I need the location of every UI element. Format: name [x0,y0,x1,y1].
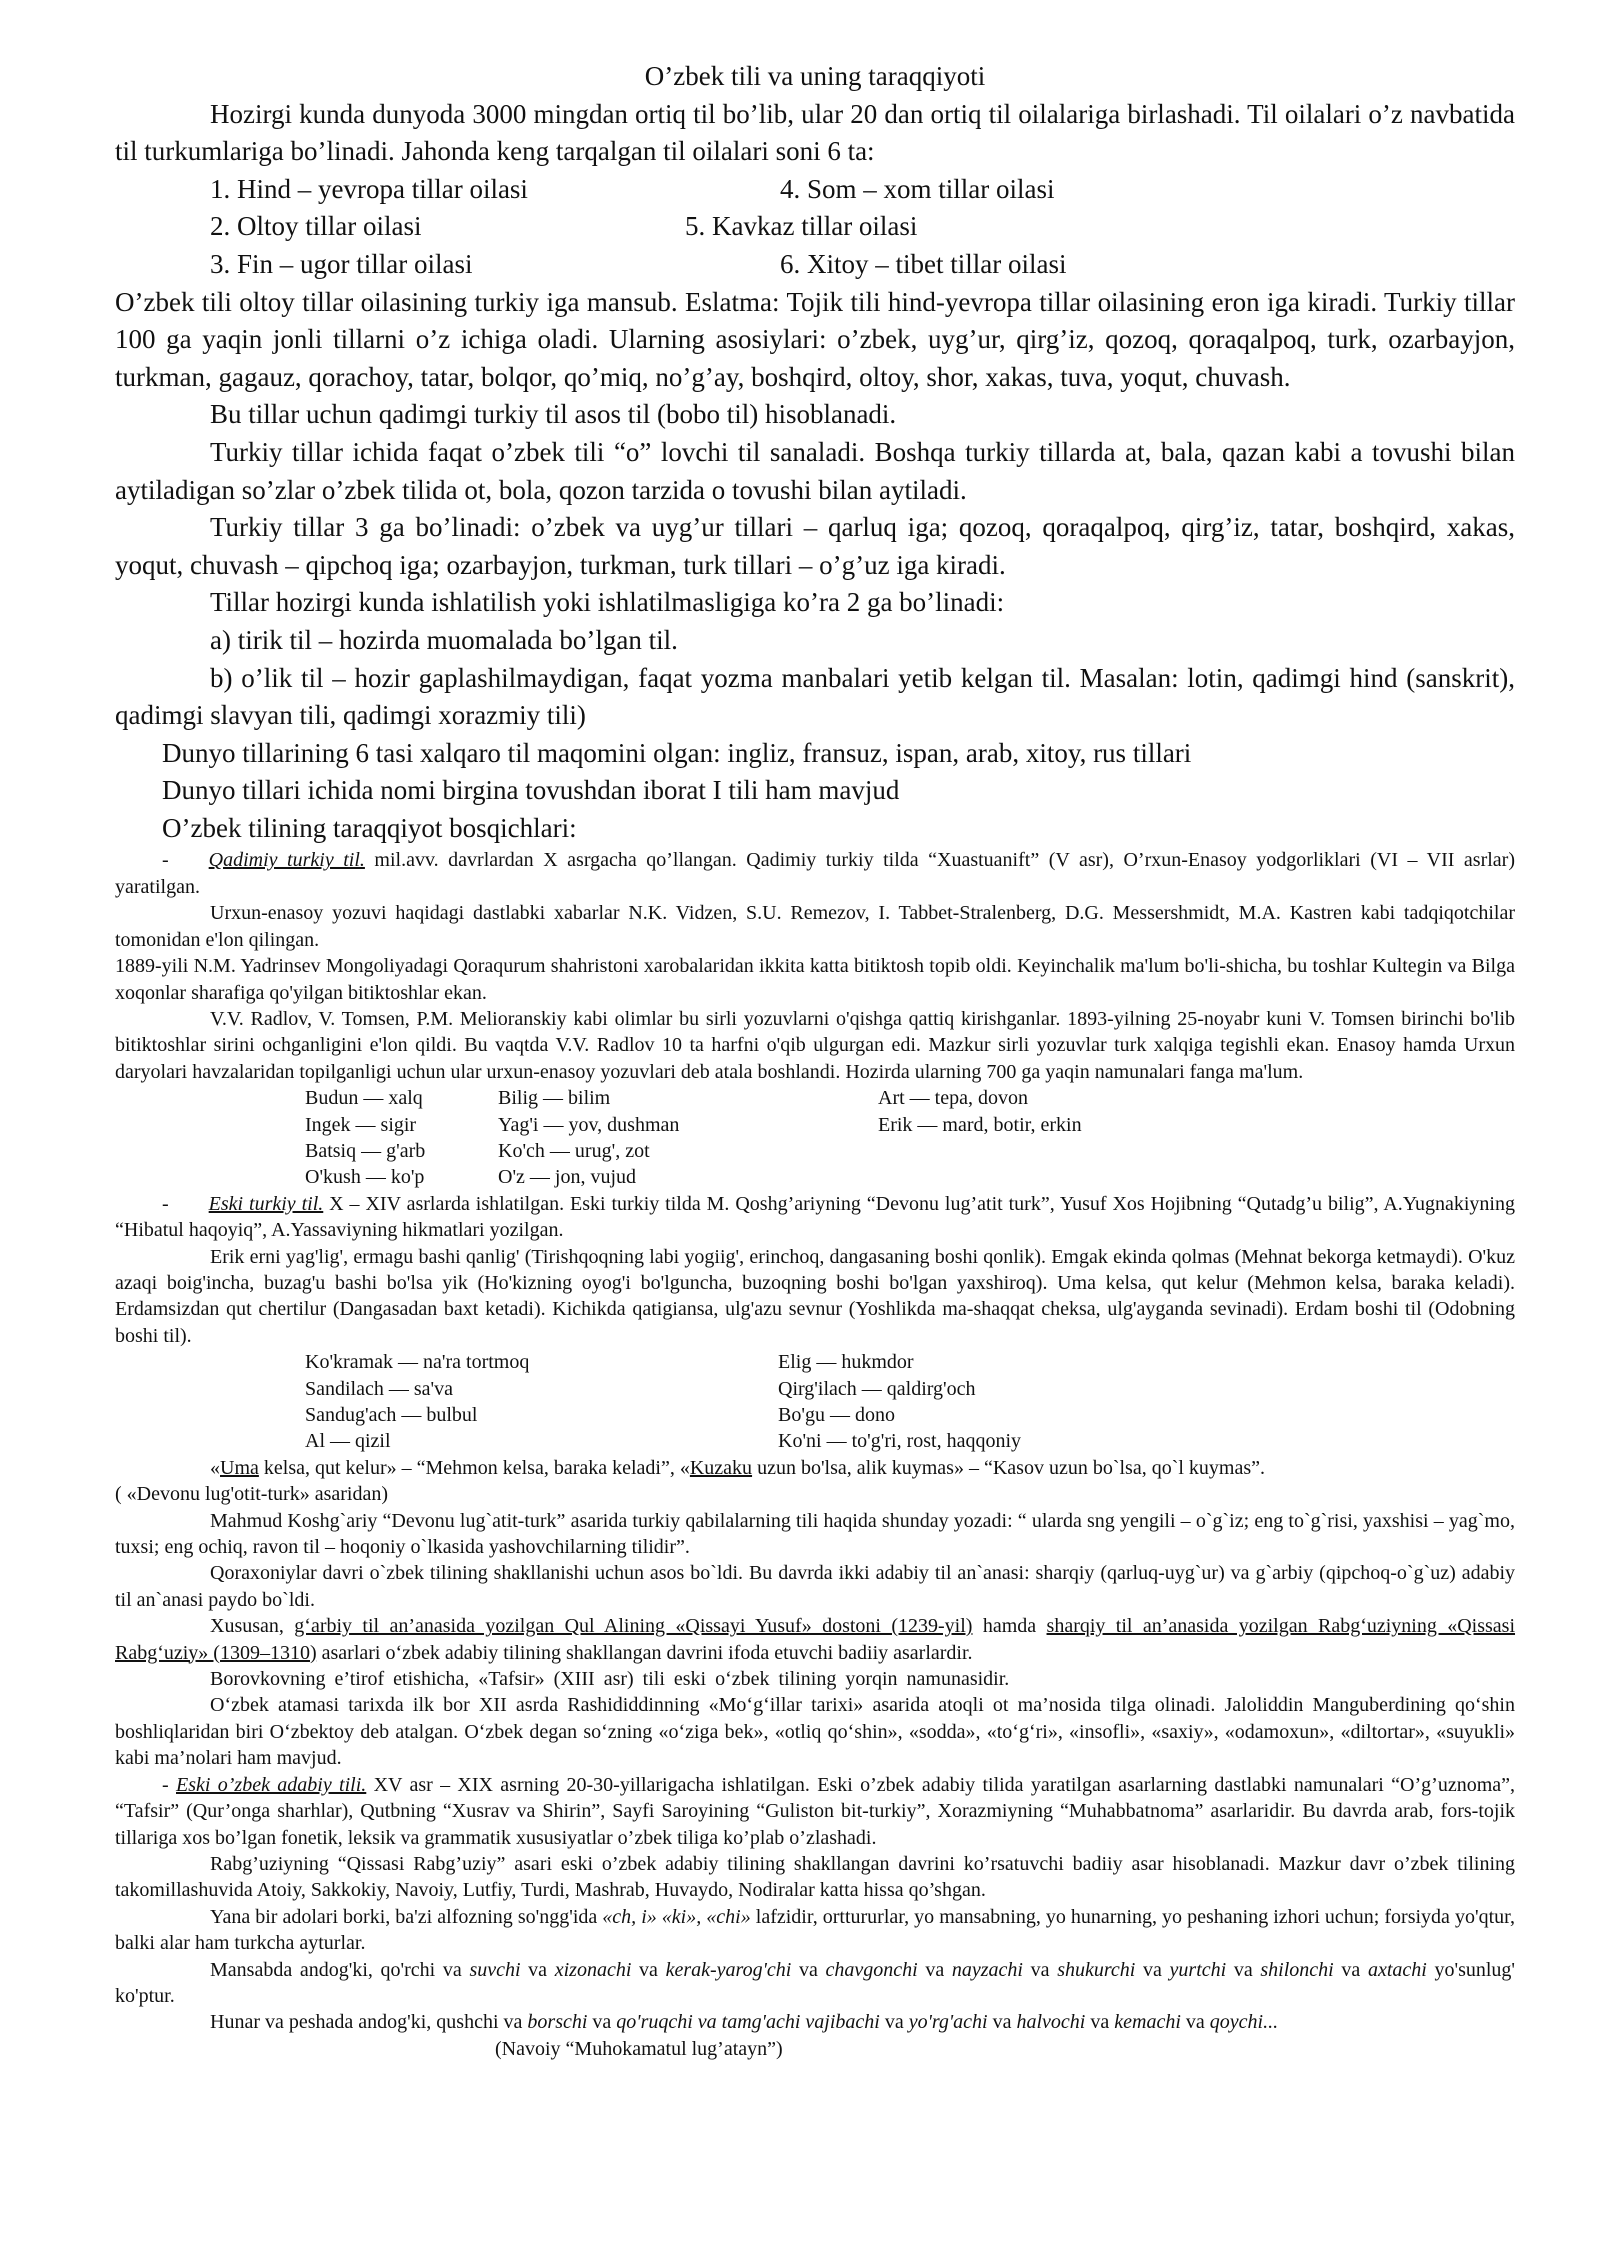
word-row [115,1085,1515,1111]
stages-section [115,847,1515,2062]
mansab-paragraph [115,1957,1515,2010]
family-item: 3. Fin – ugor tillar oilasi [210,248,473,279]
intro-paragraph: Hozirgi kunda dunyoda 3000 mingdan ortiq til bo’lib, ular 20 dan ortiq til oilalariga birlashadi. Til oilalari o’z navbatida til turkumlariga bo’linadi. Jahonda keng tarqalgan til oilalari soni 6 ta: [115,98,1515,167]
stage-description: X – XIV asrlarda ishlatilgan. Eski turkiy tilda M. Qoshg’ariyning “Devonu lug’atit turk”, Yusuf Xos Hojibning “Qutadg’u bilig”, A.Yugnakiyning “Hibatul haqoyiq”, A.Yassaviyning hikmatlari yozilgan. [115,1192,1515,1242]
dead-language-item: b) o’lik til – hozir gaplashilmaydigan, faqat yozma manbalari yetib kelgan til. Masalan: lotin, qadimgi hind (sanskrit), qadimgi slavyan tili, qadimgi xorazmiy tili) [115,662,1515,731]
borovkov-paragraph: Borovkovning e’tirof etishicha, «Tafsir» (XIII asr) tili eski o‘zbek tilining yorqin namunasidir. [210,1668,1010,1691]
word-item: Budun — xalq [305,1087,423,1110]
italic-text: «ch, i» «ki», «chi» [602,1905,751,1928]
paragraph-text: va [1135,1958,1170,1981]
italic-word: chavgonchi [825,1958,918,1981]
word-row [115,1112,1515,1138]
underlined-text: sharqiy til an’anasida yozilgan Rabg‘uziyning «Qissasi Rabg‘uziy» (1309–1310) [115,1615,1516,1664]
list-dash: - [162,1192,169,1215]
word-row [115,1164,1515,1190]
family-item: 4. Som – xom tillar oilasi [780,173,1055,204]
italic-word: nayzachi [951,1958,1023,1981]
word-item: Ingek — sigir [305,1113,417,1136]
word-item: Bilig — bilim [498,1087,611,1110]
proverbs-paragraph: Erik erni yag'lig', ermagu bashi qanlig' (Tirishqoqning labi yogiig', erinchoq, dangasaning boshi qonlik). Emgak ekinda qolmas (Mehnat bekorga ketmaydi). O'kuz azaqi boig'incha, buzag'u bashi bo'lsa yik (Ho'kizning oyog'i bo'lguncha, buzoqning boshi bo'lgan yaxshiroq). Uma kelsa, qut kelur (Mehmon kelsa, baraka keladi). Erdamsizdan qut chertilur (Dangasadan baxt ketadi). Kichikda qatigiansa, ulg'azu sevnur (Yoshlikda ma-shaqqat cheksa, ulg'ayganda sevinadi). Erdam boshi til (Odobning boshi til). [115,1245,1515,1347]
paragraph-text: va [1226,1958,1261,1981]
uzbek-term-paragraph: O‘zbek atamasi tarixda ilk bor XII asrda Rashididdinning «Mo‘g‘illar tarixi» asarida atoqli ot ma’nosida tilga olinadi. Jaloliddin Manguberdining qo‘shin boshliqlaridan biri O‘zbektoy deb atalgan. O‘zbek degan so‘zning «o‘ziga bek», «otliq qo‘shin», «sodda», «to‘g‘ri», «insofli», «saxiy», «odamoxun», «diltortar», «suyukli» kabi ma’nolari ham mavjud. [115,1694,1515,1770]
italic-word: kemachi [1114,2011,1181,2034]
italic-word: yurtchi [1169,1958,1227,1981]
rabguziy-paragraph: Rabg’uziyning “Qissasi Rabg’uziy” asari eski o’zbek adabiy tilining shakllangan davrini ko’rsatuvchi badiiy asar hisoblanadi. Mazkur davr o’zbek tilining takomillashuvida Atoiy, Sakkokiy, Navoiy, Lutfiy, Turdi, Mashrab, Huvaydo, Nodiralar katta hissa qo’shgan. [115,1852,1515,1902]
quote-term: Uma [220,1456,259,1479]
family-item: 6. Xitoy – tibet tillar oilasi [780,248,1067,279]
main-section [115,58,1515,847]
paragraph-text: Xususan, [210,1615,295,1638]
family-item: 2. Oltoy tillar oilasi [210,211,422,242]
word-item: Sandug'ach — bulbul [305,1404,478,1426]
word-item: Ko'kramak — na'ra tortmoq [305,1351,530,1374]
quote-source: ( «Devonu lug'otit-turk» asaridan) [115,1483,388,1506]
quote-mark: « [210,1456,220,1479]
paragraph-text: Yana bir adolari borki, ba'zi alfozning so'ngg'ida [210,1905,603,1928]
word-item: Qirg'ilach — qaldirg'och [778,1377,976,1400]
quote-term: Kuzaku [689,1456,753,1479]
paragraph-text: va [1180,2011,1210,2034]
paragraph-text: Mansabda andog'ki, qo'rchi va [210,1958,470,1981]
word-item: Ko'ch — urug', zot [498,1139,650,1162]
word-row [115,1402,1515,1428]
i-language-paragraph: Dunyo tillari ichida nomi birgina tovushdan iborat I tili ham mavjud [162,775,900,806]
paragraph-text: lafzidir, orttururlar, yo mansabning, yo hunarning, yo peshaning izhori uchun; forsiyda yo'qtur, balki alar ham turkcha ayturlar. [115,1905,1515,1955]
stage-description: mil.avv. davrlardan X asrgacha qo’llangan. Qadimiy turkiy tilda “Xuastuanift” (V asr), O’rxun-Enasoy yodgorliklari (VI – VII asrlar) yaratilgan. [115,849,1515,898]
word-item: O'kush — ko'p [305,1166,425,1189]
word-item: Elig — hukmdor [778,1351,914,1374]
paragraph-text: va [917,1958,952,1981]
italic-word: axtachi [1367,1958,1427,1981]
word-item: Al — qizil [305,1430,391,1453]
word-item: Art — tepa, dovon [878,1087,1028,1110]
turkic-paragraph: O’zbek tili oltoy tillar oilasining turkiy iga mansub. Eslatma: Tojik tili hind-yevropa tillar oilasining eron iga kiradi. Turkiy tillar 100 ga yaqin jonli tillarni o’z ichiga oladi. Ularning asosiylari: o’zbek, uyg’ur, qirg’iz, qozoq, qoraqalpoq, turk, ozarbayjon, turkman, gagauz, qorachoy, tatar, bolqor, qo’miq, no’g’ay, boshqird, oltoy, shor, xakas, tuva, yoqut, chuvash. [115,286,1515,392]
quote-text: uzun bo'lsa, alik kuymas» – “Kasov uzun bo`lsa, qo`l kuymas”. [752,1456,1266,1479]
word-item: Bo'gu — dono [778,1404,895,1426]
italic-word: xizonachi [554,1958,632,1981]
paragraph-text: yo'sunlug' ko'ptur. [115,1958,1516,2007]
navoiy-source: (Navoiy “Muhokamatul lug’atayn”) [495,2037,783,2060]
paragraph-text: va [520,1958,555,1981]
paragraph-text: va [587,2011,617,2034]
qissa-paragraph [115,1613,1515,1666]
italic-word: yo'rg'achi [908,2011,988,2034]
word-item: Batsiq — g'arb [305,1139,426,1162]
stage-description: XV asr – XIX asrning 20-30-yillarigacha ishlatilgan. Eski o’zbek adabiy tilida yaratilgan asarlarning dastlabki namunalari “O’g’uznoma”, “Tafsir” (Qur’onga sharhlar), Qutbning “Xusrav va Shirin”, Sayfi Saroyining “Guliston bit-turkiy”, Xorazmiyning “Muhabbatnoma” asarlaridir. Bu davrda arab, fors-tojik tillariga xos bo’lgan fonetik, leksik va grammatik xususiyatlar o’zbek tiliga ko’plab o’zlashadi. [115,1773,1516,1849]
eski-turkiy-word-list [115,1349,1515,1455]
suffix-paragraph [115,1904,1515,1957]
paragraph-text: asarlari o‘zbek adabiy tilining shakllangan davrini ifoda etuvchi badiiy asarlardir. [316,1641,973,1664]
family-item: 5. Kavkaz tillar oilasi [685,211,918,242]
stage-old-turkic-2-paragraph [115,1191,1515,1244]
word-item: O'z — jon, vujud [498,1166,637,1189]
stage-term: Qadimiy turkiy til. [208,849,365,872]
italic-word: kerak-yarog'chi [665,1958,792,1981]
radlov-paragraph: V.V. Radlov, V. Tomsen, P.M. Melioranskiy kabi olimlar bu sirli yozuvlarni o'qishga qattiq kirishganlar. 1893-yilning 25-noyabr kuni V. Tomsen birinchi bo'lib bitiktoshlar sirini ochganligini e'lon qildi. Bu vaqtda V.V. Radlov 10 ta harfni o'qib ulgurgan edi. Mazkur sirli yozuvlar turk xalqiga tegishli ekan. Enasoy hamda Urxun daryolari havzalaridan topilganligi uchun ular urxun-enasoy yozuvlari deb atala boshlandi. Hozirda ularning 700 ga yaqin namunalari fanga ma'lum. [115,1007,1515,1083]
italic-word: qoychi... [1209,2011,1279,2034]
word-row [115,1349,1515,1375]
hunar-paragraph [115,2009,1515,2035]
international-languages-paragraph: Dunyo tillarining 6 tasi xalqaro til maqomini olgan: ingliz, fransuz, ispan, arab, xitoy, rus tillari [162,737,1192,768]
paragraph-text: va [1333,1958,1368,1981]
family-row [115,246,1515,284]
paragraph-text: va [987,2011,1017,2034]
paragraph-text: va [631,1958,666,1981]
living-dead-paragraph: Tillar hozirgi kunda ishlatilish yoki ishlatilmasligiga ko’ra 2 ga bo’linadi: [210,587,1005,618]
turkic-groups-paragraph: Turkiy tillar 3 ga bo’linadi: o’zbek va uyg’ur tillari – qarluq iga; qozoq, qoraqalpoq, qirg’iz, tatar, boshqird, xakas, yoqut, chuvash – qipchoq iga; ozarbayjon, turkman, turk tillari – o’g’uz iga kiradi. [115,512,1515,580]
word-row [115,1138,1515,1164]
base-language-paragraph: Bu tillar uchun qadimgi turkiy til asos til (bobo til) hisoblanadi. [210,399,897,430]
italic-word: halvochi [1016,2011,1086,2034]
word-row [115,1428,1515,1454]
devon-quote-paragraph [115,1455,1515,1481]
paragraph-text: va [1085,2011,1115,2034]
word-item: Erik — mard, botir, erkin [878,1113,1082,1136]
stages-heading: O’zbek tilining taraqqiyot bosqichlari: [162,812,577,843]
language-families-list [115,171,1515,284]
list-dash: - [162,849,169,872]
stage-old-uzbek-paragraph [115,1772,1515,1851]
word-row [115,1376,1515,1402]
orkhon-research-paragraph: Urxun-enasoy yozuvi haqidagi dastlabki xabarlar N.K. Vidzen, S.U. Remezov, I. Tabbet-Stralenberg, D.G. Messershmidt, M.A. Kastren kabi tadqiqotchilar tomonidan e'lon qilingan. [115,902,1515,951]
quote-text: kelsa, qut kelur» – “Mehmon kelsa, baraka keladi”, « [258,1456,690,1479]
word-item: Sandilach — sa'va [305,1377,454,1400]
old-turkic-word-list [115,1085,1515,1191]
document-page [115,58,1515,2062]
paragraph-text: va [1022,1958,1058,1981]
italic-word: shukurchi [1057,1958,1136,1981]
o-language-paragraph: Turkiy tillar ichida faqat o’zbek tili “o” lovchi til sanaladi. Boshqa turkiy tillarda at, bala, qazan kabi a tovushi bilan aytiladigan so’zlar o’zbek tilida ot, bola, qozon tarzida o tovushi bilan aytiladi. [115,436,1515,505]
stage-old-turkic-paragraph [115,847,1515,900]
word-item: Ko'ni — to'g'ri, rost, haqqoniy [778,1430,1022,1453]
family-item: 1. Hind – yevropa tillar oilasi [210,173,528,204]
family-row [115,208,1515,246]
document-title: O’zbek tili va uning taraqqiyoti [644,61,986,91]
paragraph-text: va [791,1958,826,1981]
word-item: Yag'i — yov, dushman [498,1113,680,1136]
yadrinsev-paragraph: 1889-yili N.M. Yadrinsev Mongoliyadagi Qoraqurum shahristoni xarobalaridan ikkita katta bitiktosh topib oldi. Keyinchalik ma'lum bo'li-shicha, bu toshlar Kultegin va Bilga xoqonlar sharafiga qo'yilgan bitiktoshlar ekan. [115,955,1515,1004]
italic-word: qo'ruqchi va tamg'achi vajibachi [616,2011,880,2034]
paragraph-text: hamda [972,1615,1047,1638]
family-row [115,171,1515,209]
stage-term: Eski turkiy til. [208,1192,324,1215]
stage-term: Eski o’zbek adabiy tili. [176,1773,367,1796]
paragraph-text: Hunar va peshada andog'ki, qushchi va [210,2011,528,2034]
koshgariy-paragraph: Mahmud Koshg`ariy “Devonu lug`atit-turk” asarida turkiy qabilalarning tili haqida shunday yozadi: “ ularda sng yengili – o`g`iz; eng to`g`risi, yaxshisi – yag`mo, tuxsi; eng ochiq, ravon til – hoqoniy o`lkasida yashovchilarning tilidir”. [115,1509,1515,1559]
italic-word: borschi [527,2011,588,2034]
paragraph-text: va [879,2011,909,2034]
qoraxoniylar-paragraph: Qoraxoniylar davri o`zbek tilining shakllanishi uchun asos bo`ldi. Bu davrda ikki adabiy til an`anasi: sharqiy (qarluq-uyg`ur) va g`arbiy (qipchoq-o`g`uz) adabiy til an`anasi paydo bo`ldi. [115,1562,1515,1611]
italic-word: shilonchi [1260,1958,1334,1981]
list-dash: - [162,1773,176,1796]
underlined-text: g‘arbiy til an’anasida yozilgan Qul Alining «Qissayi Yusuf» dostoni (1239-yil) [294,1615,973,1638]
living-language-item: a) tirik til – hozirda muomalada bo’lgan til. [210,624,678,655]
italic-word: suvchi [469,1958,521,1981]
